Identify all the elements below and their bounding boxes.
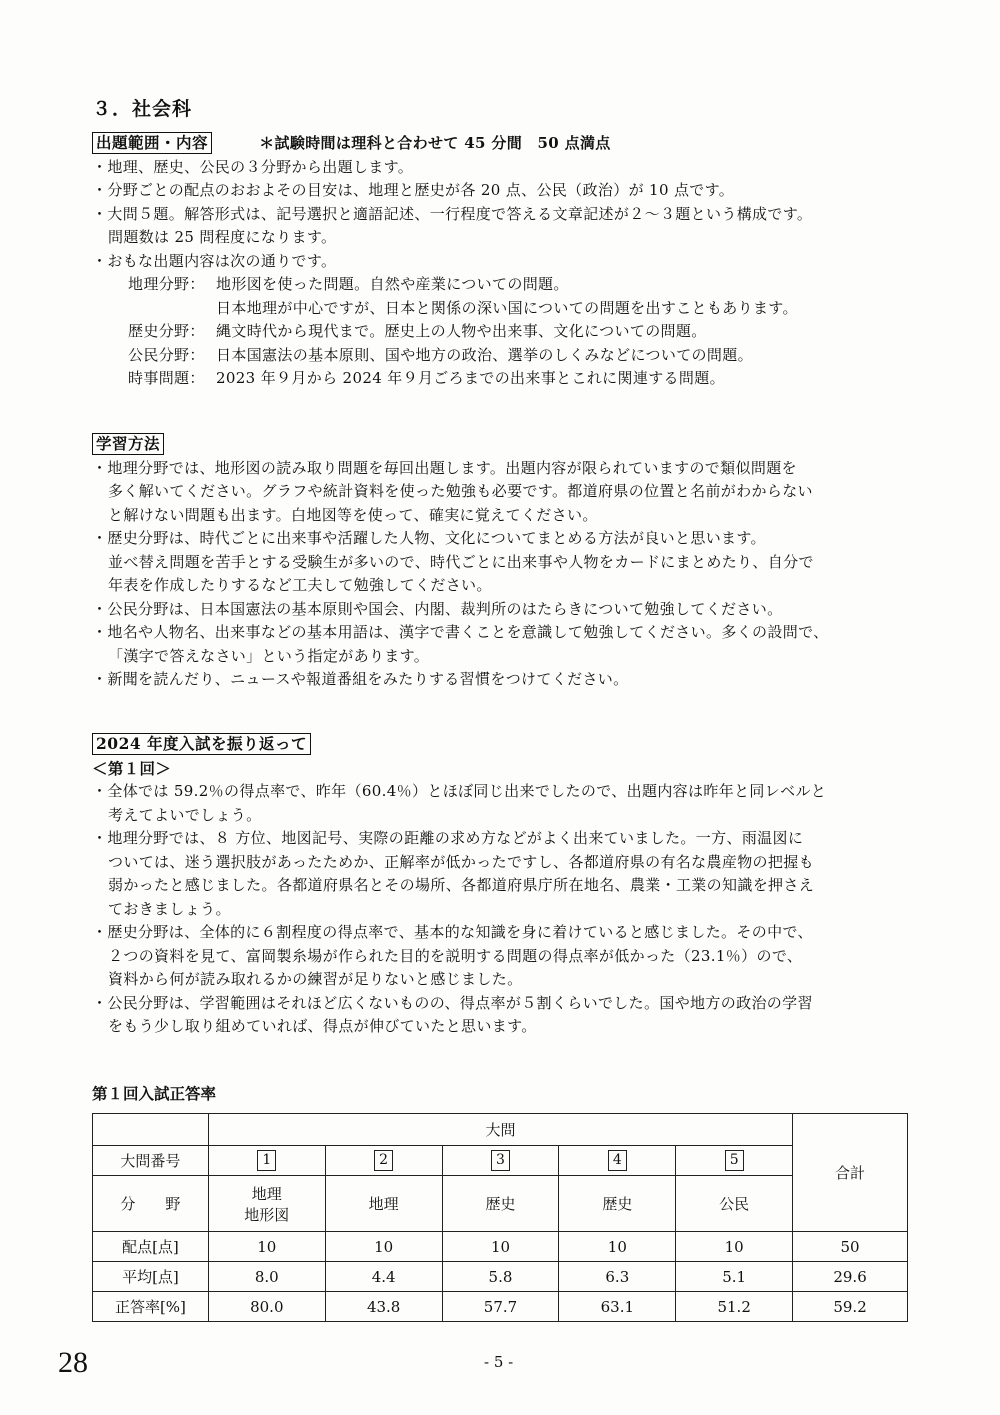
- study-line: 多く解いてください。グラフや統計資料を使った勉強も必要です。都道府県の位置と名前がわからない: [108, 482, 813, 500]
- field-label: [92, 297, 216, 321]
- table-cell: 63.1: [559, 1292, 676, 1322]
- study-heading: 学習方法: [92, 433, 164, 455]
- field-label: 地理分野：: [128, 275, 205, 293]
- table-cell: 59.2: [793, 1292, 908, 1322]
- field-cell: 公民: [676, 1176, 793, 1232]
- review-section: [92, 733, 922, 1039]
- field-row: [92, 367, 922, 391]
- table-cell: 10: [208, 1232, 325, 1262]
- review-line: ・公民分野は、学習範囲はそれほど広くないものの、得点率が５割くらいでした。国や地方の政治の学習: [92, 993, 813, 1012]
- scope-section: [92, 132, 922, 391]
- exam-note: ＊試験時間は理科と合わせて 45 分間 50 点満点: [259, 134, 611, 152]
- table-cell: [93, 1114, 209, 1146]
- field-label: 時事問題：: [128, 369, 205, 387]
- study-line: ・公民分野は、日本国憲法の基本原則や国会、内閣、裁判所のはたらきについて勉強してください。: [92, 599, 783, 618]
- row-label: 分 野: [93, 1176, 209, 1232]
- table-title: 第１回入試正答率: [92, 1084, 217, 1103]
- field-row: [92, 297, 922, 321]
- field-text: 日本国憲法の基本原則、国や地方の政治、選挙のしくみなどについての問題。: [216, 345, 753, 364]
- field-cell: 地理: [251, 1184, 282, 1203]
- table-cell: [442, 1146, 559, 1176]
- review-line: ついては、迷う選択肢があったためか、正解率が低かったですし、各都道府県の有名な農産物の把握も: [108, 852, 814, 871]
- table-row: [93, 1146, 908, 1176]
- row-label: 大問番号: [93, 1146, 209, 1176]
- table-cell: 51.2: [676, 1292, 793, 1322]
- table-row: [93, 1262, 908, 1292]
- study-line: ・新聞を読んだり、ニュースや報道番組をみたりする習慣をつけてください。: [92, 670, 629, 688]
- row-label: 平均[点]: [93, 1262, 209, 1292]
- score-table: [92, 1113, 908, 1322]
- field-text: 地形図を使った問題。自然や産業についての問題。: [216, 275, 569, 293]
- field-cell: 地理: [325, 1176, 442, 1232]
- study-line: 並べ替え問題を苦手とする受験生が多いので、時代ごとに出来事や人物をカードにまとめたり、自分で: [108, 552, 814, 571]
- table-cell: 80.0: [208, 1292, 325, 1322]
- review-line: をもう少し取り組めていれば、得点が伸びていたと思います。: [108, 1017, 537, 1035]
- table-row: [93, 1176, 908, 1232]
- table-cell: 5.8: [442, 1262, 559, 1292]
- table-cell: [559, 1146, 676, 1176]
- question-number: 1: [257, 1150, 276, 1171]
- field-row: [92, 320, 922, 344]
- review-line: 弱かったと感じました。各都道府県名とその場所、各都道府県庁所在地名、農業・工業の知識を押さえ: [108, 876, 815, 894]
- handwritten-number: 28: [58, 1346, 88, 1379]
- table-cell: 10: [559, 1232, 676, 1262]
- review-line: ２つの資料を見て、富岡製糸場が作られた目的を説明する問題の得点率が低かった（23.1％）ので、: [108, 946, 803, 965]
- total-header: 合計: [793, 1114, 908, 1232]
- question-number: 5: [725, 1150, 744, 1171]
- field-text: 日本地理が中心ですが、日本と関係の深い国についての問題を出すこともあります。: [216, 298, 798, 317]
- field-label: 公民分野：: [128, 345, 205, 364]
- table-cell: 50: [793, 1232, 908, 1262]
- table-row: [93, 1292, 908, 1322]
- table-cell: [208, 1176, 325, 1232]
- table-cell: 57.7: [442, 1292, 559, 1322]
- table-row: [93, 1114, 908, 1146]
- table-row: [93, 1232, 908, 1262]
- study-line: ・歴史分野は、時代ごとに出来事や活躍した人物、文化についてまとめる方法が良いと思います。: [92, 529, 766, 547]
- round-heading: ＜第１回＞: [92, 758, 172, 778]
- review-line: 資料から何が読み取れるかの練習が足りないと感じました。: [108, 970, 523, 988]
- scope-bullet: ・おもな出題内容は次の通りです。: [92, 251, 337, 270]
- review-heading: 2024 年度入試を振り返って: [92, 733, 311, 755]
- scope-bullet: ・地理、歴史、公民の３分野から出題します。: [92, 157, 414, 176]
- row-label: 配点[点]: [93, 1232, 209, 1262]
- scope-bullet: ・分野ごとの配点のおおよその目安は、地理と歴史が各 20 点、公民（政治）が 10 点です。: [92, 181, 735, 199]
- table-cell: 10: [325, 1232, 442, 1262]
- scope-heading: 出題範囲・内容: [92, 132, 212, 154]
- table-cell: [676, 1146, 793, 1176]
- table-cell: 10: [676, 1232, 793, 1262]
- scope-bullet: ・大問５題。解答形式は、記号選択と適語記述、一行程度で答える文章記述が２～３題という構成です。: [92, 204, 813, 223]
- review-line: ・全体では 59.2％の得点率で、昨年（60.4％）とほぼ同じ出来でしたので、出題内容は昨年と同レベルと: [92, 782, 827, 800]
- table-cell: [325, 1146, 442, 1176]
- table-cell: 43.8: [325, 1292, 442, 1322]
- page-number: - 5 -: [484, 1353, 514, 1371]
- study-line: ・地理分野では、地形図の読み取り問題を毎回出題します。出題内容が限られていますので類似問題を: [92, 458, 797, 477]
- review-line: 考えてよいでしょう。: [108, 805, 262, 824]
- question-number: 3: [491, 1150, 510, 1171]
- row-label: 正答率[%]: [93, 1292, 209, 1322]
- table-cell: 5.1: [676, 1262, 793, 1292]
- table-cell: 10: [442, 1232, 559, 1262]
- review-line: ・歴史分野は、全体的に６割程度の得点率で、基本的な知識を身に着けていると感じました。その中で、: [92, 923, 813, 941]
- table-cell: 6.3: [559, 1262, 676, 1292]
- table-cell: 29.6: [793, 1262, 908, 1292]
- study-section: [92, 433, 922, 692]
- table-cell: 4.4: [325, 1262, 442, 1292]
- scope-bullet-cont: 問題数は 25 問程度になります。: [108, 228, 337, 246]
- field-row: [92, 344, 922, 368]
- section-title: ３．社会科: [92, 98, 193, 120]
- field-cell: 地形図: [244, 1205, 290, 1224]
- table-cell: 8.0: [208, 1262, 325, 1292]
- table-cell: [208, 1146, 325, 1176]
- question-number: 4: [608, 1150, 627, 1171]
- review-line: ・地理分野では、８ 方位、地図記号、実際の距離の求め方などがよく出来ていました。一方、雨温図に: [92, 829, 804, 847]
- study-line: 年表を作成したりするなど工夫して勉強してください。: [108, 576, 492, 594]
- review-line: ておきましょう。: [108, 899, 231, 918]
- study-line: 「漢字で答えなさい」という指定があります。: [108, 646, 430, 665]
- field-cell: 歴史: [442, 1176, 559, 1232]
- question-number: 2: [374, 1150, 393, 1171]
- study-line: と解けない問題も出ます。白地図等を使って、確実に覚えてください。: [108, 505, 598, 524]
- group-header: 大問: [208, 1114, 792, 1146]
- field-label: 歴史分野：: [128, 322, 205, 340]
- field-row: [92, 273, 922, 297]
- study-line: ・地名や人物名、出来事などの基本用語は、漢字で書くことを意識して勉強してください。多くの設問で、: [92, 623, 829, 641]
- field-text: 縄文時代から現代まで。歴史上の人物や出来事、文化についての問題。: [216, 322, 707, 340]
- field-text: 2023 年９月から 2024 年９月ごろまでの出来事とこれに関連する問題。: [216, 369, 725, 387]
- field-cell: 歴史: [559, 1176, 676, 1232]
